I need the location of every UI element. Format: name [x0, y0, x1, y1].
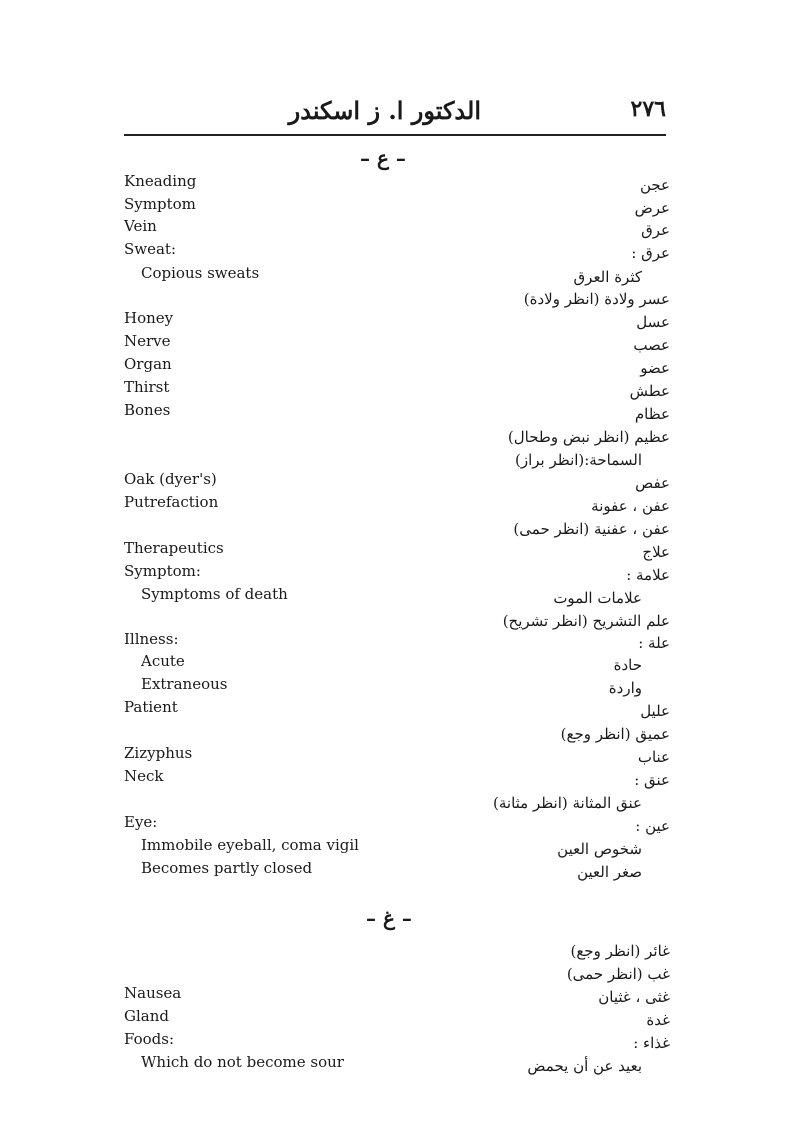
arabic-term: عضو [640, 359, 670, 377]
english-term: Immobile eyeball, coma vigil [141, 836, 359, 854]
english-term: Gland [124, 1007, 169, 1025]
glossary-subentry [0, 652, 804, 675]
arabic-term: غذاء : [633, 1034, 670, 1052]
arabic-term: عظيم (انظر نبض وطحال) [507, 428, 670, 446]
glossary-cross-reference [0, 790, 804, 813]
arabic-term: واردة [608, 679, 642, 697]
english-term: Nerve [124, 332, 171, 350]
glossary-entry [0, 195, 804, 218]
english-term: Bones [124, 401, 171, 419]
english-term: Becomes partly closed [141, 859, 313, 877]
glossary-entry [0, 309, 804, 332]
glossary-subentry [0, 585, 804, 608]
glossary-subentry [0, 675, 804, 698]
glossary-entry [0, 767, 804, 790]
arabic-term: صغر العين [577, 863, 642, 881]
glossary-subentry [0, 836, 804, 859]
arabic-term: عفص [635, 474, 670, 492]
english-term: Zizyphus [124, 744, 193, 762]
glossary-entry [0, 1007, 804, 1030]
arabic-term: علاج [642, 543, 670, 561]
english-term: Copious sweats [141, 264, 260, 282]
arabic-term: عسل [636, 313, 670, 331]
glossary-cross-reference [0, 938, 804, 961]
glossary-cross-reference [0, 608, 804, 631]
arabic-term: غب (انظر حمى) [566, 965, 670, 983]
english-term: Foods: [124, 1030, 175, 1048]
arabic-term: عليل [640, 702, 670, 720]
arabic-term: علامة : [626, 566, 670, 584]
page-header [124, 96, 666, 136]
glossary-cross-reference [0, 424, 804, 447]
arabic-term: عين : [635, 817, 670, 835]
english-term: Thirst [124, 378, 170, 396]
glossary-entry [0, 698, 804, 721]
section-heading-ain: – ع – [360, 146, 406, 170]
glossary-entry [0, 562, 804, 585]
english-term: Vein [124, 217, 157, 235]
glossary-entry [0, 240, 804, 263]
english-term: Therapeutics [124, 539, 224, 557]
page-number: ٢٧٦ [630, 96, 666, 122]
glossary-entry [0, 355, 804, 378]
glossary-entry [0, 378, 804, 401]
arabic-term: عسر ولادة (انظر ولادة) [523, 290, 670, 308]
glossary-entry [0, 539, 804, 562]
english-term: Neck [124, 767, 164, 785]
arabic-term: شخوص العين [557, 840, 642, 858]
glossary-entry [0, 493, 804, 516]
glossary-subentry [0, 264, 804, 287]
glossary-cross-reference [0, 516, 804, 539]
arabic-term: كثرة العرق [573, 268, 642, 286]
arabic-term: عطش [629, 382, 670, 400]
glossary-subentry [0, 859, 804, 882]
english-term: Acute [141, 652, 185, 670]
glossary-subentry [0, 1053, 804, 1076]
glossary-entry [0, 172, 804, 195]
glossary-entry [0, 744, 804, 767]
arabic-term: عرق [641, 221, 670, 239]
arabic-term: عفن ، عفونة [591, 497, 670, 515]
english-term: Symptom [124, 195, 196, 213]
glossary-cross-reference [0, 447, 804, 470]
arabic-term: حادة [613, 656, 642, 674]
arabic-term: غائر (انظر وجع) [570, 942, 670, 960]
glossary-entry [0, 401, 804, 424]
arabic-term: عنق المثانة (انظر مثانة) [493, 794, 642, 812]
english-term: Which do not become sour [141, 1053, 344, 1071]
arabic-term: غثى ، غثيان [598, 988, 670, 1006]
glossary-cross-reference [0, 721, 804, 744]
english-term: Extraneous [141, 675, 228, 693]
glossary-entry [0, 813, 804, 836]
running-head: الدكتور ا. ز اسكندر [288, 96, 481, 125]
glossary-cross-reference [0, 961, 804, 984]
english-term: Symptom: [124, 562, 201, 580]
arabic-term: غدة [646, 1011, 670, 1029]
glossary-entry [0, 1030, 804, 1053]
glossary-entry [0, 217, 804, 240]
header-rule [124, 134, 666, 136]
glossary-entry [0, 984, 804, 1007]
english-term: Illness: [124, 630, 179, 648]
english-term: Oak (dyer's) [124, 470, 217, 488]
arabic-term: عميق (انظر وجع) [560, 725, 670, 743]
glossary-cross-reference [0, 286, 804, 309]
arabic-term: عرق : [631, 244, 670, 262]
english-term: Putrefaction [124, 493, 219, 511]
english-term: Symptoms of death [141, 585, 288, 603]
glossary-entry [0, 630, 804, 653]
arabic-term: علامات الموت [553, 589, 642, 607]
english-term: Organ [124, 355, 172, 373]
english-term: Honey [124, 309, 174, 327]
arabic-term: بعيد عن أن يحمض [527, 1057, 642, 1075]
arabic-term: عظام [634, 405, 670, 423]
arabic-term: علة : [638, 634, 670, 652]
english-term: Kneading [124, 172, 197, 190]
glossary-entry [0, 470, 804, 493]
english-term: Nausea [124, 984, 182, 1002]
section-heading-ghain: – غ – [366, 906, 412, 930]
arabic-term: علم التشريح (انظر تشريح) [502, 612, 670, 630]
arabic-term: عنق : [634, 771, 670, 789]
arabic-term: عفن ، عفنية (انظر حمى) [513, 520, 670, 538]
english-term: Sweat: [124, 240, 177, 258]
arabic-term: عرض [634, 199, 670, 217]
arabic-term: عجن [639, 176, 670, 194]
arabic-term: السماحة:(انظر براز) [515, 451, 642, 469]
glossary-entry [0, 332, 804, 355]
arabic-term: عصب [633, 336, 670, 354]
english-term: Eye: [124, 813, 158, 831]
english-term: Patient [124, 698, 178, 716]
arabic-term: عناب [637, 748, 670, 766]
